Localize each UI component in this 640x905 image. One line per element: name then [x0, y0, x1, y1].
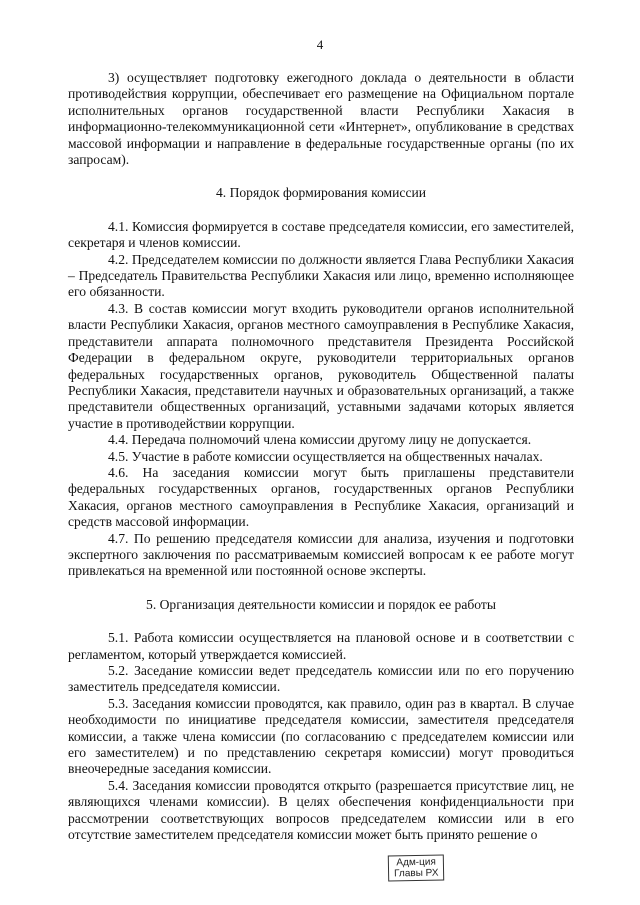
paragraph-5-2: 5.2. Заседание комиссии ведет председатель комиссии или по его поручению заместитель председателя комиссии. — [68, 663, 574, 695]
paragraph-4-7: 4.7. По решению председателя комиссии для анализа, изучения и подготовки экспертного заключения по рассматриваемым комиссией вопросам к ее работе могут привлекаться на временной или постоянной основе эксперты. — [68, 530, 574, 579]
stamp-line-1: Адм-ция — [396, 856, 436, 869]
paragraph-4-2: 4.2. Председателем комиссии по должности является Глава Республики Хакасия – Председатель Правительства Республики Хакасия или лицо, временно исполняющее его обязанности. — [68, 251, 574, 300]
page-number: 4 — [316, 37, 324, 52]
stamp-line-2: Главы РХ — [394, 867, 439, 880]
document-body — [68, 70, 574, 843]
intro-paragraph: 3) осуществляет подготовку ежегодного доклада о деятельности в области противодействия коррупции, обеспечивает его размещение на Официальном портале исполнительных органов государственной власти Республики Хакасия в информационно-телекоммуникационной сети «Интернет», опубликование в средствах массовой информации и направление в федеральные государственные органы (по их запросам). — [68, 70, 574, 168]
paragraph-4-1: 4.1. Комиссия формируется в составе председателя комиссии, его заместителей, секретаря и членов комиссии. — [68, 218, 574, 251]
paragraph-4-3: 4.3. В состав комиссии могут входить руководители органов исполнительной власти Республики Хакасия, органов местного самоуправления в Республике Хакасия, представители аппарата полномочного представителя Президента Российской Федерации в федеральном округе, руководители территориальных органов федеральных государственных органов, руководитель Общественной палаты Республики Хакасия, представители научных и образовательных организаций, а также представители общественных организаций, уставными задачами которых является участие в противодействии коррупции. — [68, 300, 574, 431]
section-4-heading: 4. Порядок формирования комиссии — [215, 185, 427, 201]
paragraph-5-3: 5.3. Заседания комиссии проводятся, как правило, один раз в квартал. В случае необходимости по инициативе председателя комиссии, заместителя председателя комиссии, а также члена комиссии (по согласованию с председателем комиссии или его заместителем) и по представлению секретаря комиссии) могут проводиться внеочередные заседания комиссии. — [68, 695, 574, 777]
paragraph-4-6: 4.6. На заседания комиссии могут быть приглашены представители федеральных государственных органов, государственных органов Республики Хакасия, органов местного самоуправления в Республике Хакасия, организаций и средств массовой информации. — [68, 464, 574, 530]
paragraph-4-4: 4.4. Передача полномочий члена комиссии другому лицу не допускается. — [108, 432, 532, 448]
office-stamp — [388, 855, 445, 882]
section-5-heading: 5. Организация деятельности комиссии и порядок ее работы — [146, 596, 496, 612]
paragraph-4-5: 4.5. Участие в работе комиссии осуществляется на общественных началах. — [108, 448, 543, 464]
paragraph-5-4: 5.4. Заседания комиссии проводятся открыто (разрешается присутствие лиц, не являющихся членами комиссии). В целях обеспечения конфиденциальности при рассмотрении соответствующих вопросов председателем комиссии или в его отсутствие заместителем председателя комиссии может быть принято решение о — [68, 777, 574, 843]
paragraph-5-1: 5.1. Работа комиссии осуществляется на плановой основе и в соответствии с регламентом, который утверждается комиссией. — [68, 630, 574, 662]
